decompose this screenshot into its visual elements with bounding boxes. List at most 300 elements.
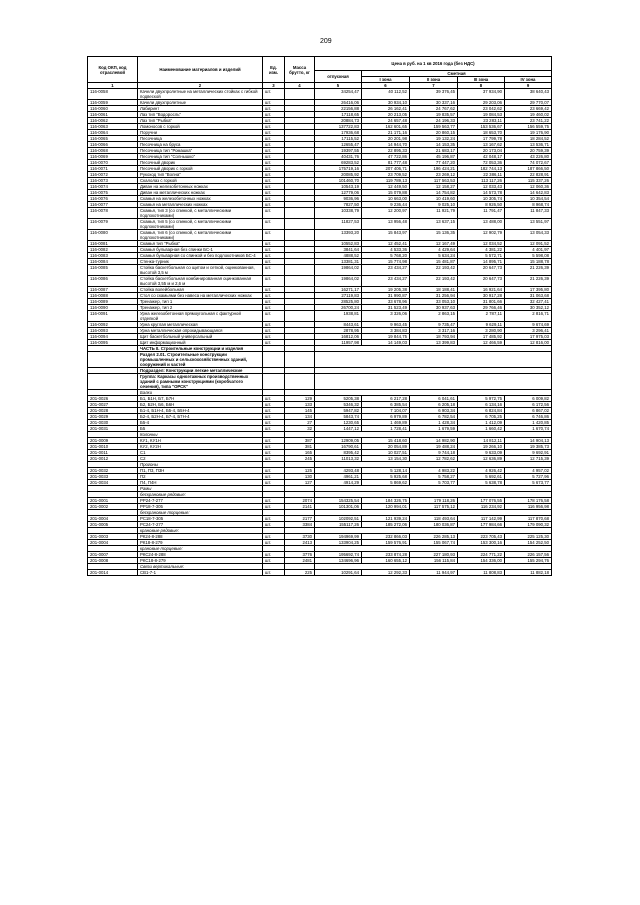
cell-unit: шт. (263, 522, 285, 528)
cell-zone-1: 5 925,68 (362, 474, 410, 480)
cell-name: Скамья, тип 3 (со спинкой, с металлическими подлокотниками) (138, 208, 263, 219)
cell-name: Колонны (138, 432, 263, 438)
cell-name: КУ1, КУ1Н (138, 438, 263, 444)
cell-code: 201-0029 (88, 414, 138, 420)
cell-zone-3: 11 808,83 (458, 570, 505, 576)
cell-name: Ломоносов с горкой (138, 124, 263, 130)
cell-zone-1: 19 205,38 (362, 287, 410, 293)
cell-release-price: 7827,50 (315, 202, 362, 208)
cell-empty (315, 374, 552, 390)
cell-zone-4: 17 975,03 (505, 334, 552, 340)
cell-zone-4: 4 401,97 (505, 247, 552, 253)
cell-zone-2: 14 754,82 (410, 190, 458, 196)
cell-code: 201-0010 (88, 444, 138, 450)
cell-zone-1: 12 200,97 (362, 208, 410, 219)
cell-release-price: 8395,42 (315, 450, 362, 456)
cell-zone-3: 5 572,71 (458, 253, 505, 259)
cell-name: крановые торцевые: (138, 546, 263, 552)
cell-mass (285, 276, 315, 287)
cell-zone-3: 72 053,36 (458, 160, 505, 166)
table-body (88, 89, 552, 576)
cell-zone-3: 14 812,11 (458, 438, 505, 444)
cell-zone-1: 10 663,00 (362, 196, 410, 202)
cell-release-price: 4293,48 (315, 468, 362, 474)
cell-release-price: 4914,29 (315, 480, 362, 486)
cell-unit: шт. (263, 408, 285, 414)
cell-unit: шт. (263, 474, 285, 480)
cell-zone-4: 38 640,43 (505, 89, 552, 100)
cell-zone-3: 153 300,16 (458, 540, 505, 546)
cell-code: 116-0076 (88, 196, 138, 202)
cell-zone-3: 1 660,42 (458, 426, 505, 432)
cell-zone-4: 18 284,52 (505, 136, 552, 142)
cell-unit: шт. (263, 190, 285, 196)
cell-zone-2: 6 041,61 (410, 396, 458, 402)
cell-zone-4: 74 072,67 (505, 160, 552, 166)
cell-zone-4: 116 956,98 (505, 504, 552, 510)
cell-zone-2: 156 115,84 (410, 558, 458, 564)
header-release: отпускная (315, 71, 362, 83)
cell-zone-1: 23 434,27 (362, 276, 410, 287)
cell-unit: шт. (263, 322, 285, 328)
cell-name: Песочница тип "Ромашка" (138, 148, 263, 154)
cell-zone-3: 16 921,64 (458, 287, 505, 293)
header-zone-4: IV зона (505, 77, 552, 83)
cell-zone-4: 31 063,68 (505, 293, 552, 299)
cell-mass: 3384 (285, 522, 315, 528)
cell-name: Песочный дворик с горкой (138, 166, 263, 172)
cell-unit (263, 374, 285, 390)
cell-zone-3: 6 134,16 (458, 402, 505, 408)
cell-code: 116-0072 (88, 172, 138, 178)
cell-zone-2: 23 269,12 (410, 172, 458, 178)
cell-name: РС18-7-305 (138, 516, 263, 522)
cell-zone-4: 11 882,18 (505, 570, 552, 576)
cell-zone-1: 24 657,48 (362, 118, 410, 124)
cell-zone-3: 4 926,42 (458, 468, 505, 474)
cell-zone-1: 15 418,60 (362, 438, 410, 444)
cell-unit: шт. (263, 299, 285, 305)
cell-release-price: 69283,52 (315, 160, 362, 166)
cell-unit: шт. (263, 396, 285, 402)
cell-zone-2: 24 196,33 (410, 118, 458, 124)
cell-code: 201-0032 (88, 468, 138, 474)
cell-name: Урна металлическая опрокидывающаяся (138, 328, 263, 334)
cell-zone-1: 14 149,03 (362, 340, 410, 346)
cell-code: 116-0066 (88, 142, 138, 148)
cell-mass: 130 (285, 474, 315, 480)
cell-mass: 2074 (285, 498, 315, 504)
column-number: 6 (362, 83, 410, 89)
cell-zone-2: 6 782,54 (410, 414, 458, 420)
cell-name: Урна круглая металлическая (138, 322, 263, 328)
column-number: 5 (315, 83, 362, 89)
cell-name: бескрановые торцевые: (138, 510, 263, 516)
cell-unit: шт. (263, 504, 285, 510)
cell-mass: 165 (285, 450, 315, 456)
cell-zone-4: 6 867,02 (505, 408, 552, 414)
cell-zone-1: 3 384,83 (362, 328, 410, 334)
cell-name: Стойка баскетбольная комбинированная оцинкованная высотой 3,55 м и 2,6 м (138, 276, 263, 287)
cell-zone-2: 30 337,16 (410, 100, 458, 106)
cell-unit: шт. (263, 438, 285, 444)
cell-zone-1: 47 722,86 (362, 154, 410, 160)
cell-zone-2: 19 835,57 (410, 112, 458, 118)
cell-zone-4: 19 460,02 (505, 112, 552, 118)
cell-zone-1: 30 934,10 (362, 100, 410, 106)
section-row (88, 374, 552, 390)
cell-code: 116-0088 (88, 293, 138, 299)
cell-zone-3: 18 653,70 (458, 130, 505, 136)
table-row (88, 276, 552, 287)
cell-release-price: 16812,06 (315, 334, 362, 340)
cell-zone-2: 13 637,15 (410, 219, 458, 230)
cell-release-price: 26416,06 (315, 100, 362, 106)
cell-name: Скалолаз с горкой (138, 178, 263, 184)
cell-unit: шт. (263, 172, 285, 178)
cell-zone-4: 17 395,80 (505, 287, 552, 293)
cell-release-price: 10291,64 (315, 570, 362, 576)
table-row (88, 311, 552, 322)
cell-zone-1: 15 774,98 (362, 259, 410, 265)
cell-zone-3: 182 744,13 (458, 166, 505, 172)
cell-unit: шт. (263, 570, 285, 576)
cell-zone-2: 117 575,12 (410, 504, 458, 510)
cell-zone-4: 6 009,82 (505, 396, 552, 402)
cell-release-price: 5346,32 (315, 402, 362, 408)
cell-mass (285, 219, 315, 230)
cell-name: Лабиринт (138, 106, 263, 112)
cell-name: Тренажер, тип 2 (138, 305, 263, 311)
cell-unit: шт. (263, 219, 285, 230)
cell-release-price: 27119,83 (315, 293, 362, 299)
cell-zone-4: 43 226,80 (505, 154, 552, 160)
cell-zone-3: 153 536,67 (458, 124, 505, 130)
cell-zone-4: 4 957,02 (505, 468, 552, 474)
cell-release-price: 1938,81 (315, 311, 362, 322)
cell-zone-3: 12 636,89 (458, 456, 505, 462)
cell-mass: 3730 (285, 534, 315, 540)
cell-zone-1: 20 213,05 (362, 112, 410, 118)
cell-unit: шт. (263, 426, 285, 432)
cell-zone-1: 207 406,71 (362, 166, 410, 172)
cell-code: 201-0001 (88, 498, 138, 504)
cell-release-price: 5843,74 (315, 414, 362, 420)
cell-zone-2: 21 683,17 (410, 148, 458, 154)
cell-release-price: 2878,95 (315, 328, 362, 334)
cell-zone-3: 154 336,00 (458, 558, 505, 564)
cell-zone-2: 9 744,18 (410, 450, 458, 456)
cell-name: Б2, Б2Н, Б6, Б6Н (138, 402, 263, 408)
cell-unit: шт. (263, 118, 285, 124)
cell-code: 116-0089 (88, 299, 138, 305)
cell-name: СВ1-7-1 (138, 570, 263, 576)
cell-code: 116-0092 (88, 322, 138, 328)
cell-zone-1: 23 709,52 (362, 172, 410, 178)
cell-unit (263, 352, 285, 368)
cell-release-price: 12779,06 (315, 190, 362, 196)
cell-zone-1: 81 777,48 (362, 160, 410, 166)
cell-zone-2: 3 317,16 (410, 328, 458, 334)
cell-zone-4: 178 176,58 (505, 498, 552, 504)
cell-code: 201-0034 (88, 480, 138, 486)
cell-zone-3: 30 917,28 (458, 293, 505, 299)
cell-zone-2: 18 793,94 (410, 334, 458, 340)
cell-zone-1: 23 434,27 (362, 265, 410, 276)
cell-zone-1: 15 843,97 (362, 230, 410, 241)
cell-zone-4: 12 715,39 (505, 456, 552, 462)
cell-name: Подраздел: Конструкции легкие металлические (138, 368, 263, 374)
cell-zone-3: 14 573,78 (458, 190, 505, 196)
cell-unit: шт. (263, 414, 285, 420)
cell-zone-2: 179 118,26 (410, 498, 458, 504)
cell-code (88, 374, 138, 390)
cell-zone-2: 12 167,49 (410, 241, 458, 247)
cell-zone-1: 12 452,41 (362, 241, 410, 247)
cell-zone-4: 23 669,42 (505, 106, 552, 112)
cell-code: 116-0079 (88, 219, 138, 230)
cell-zone-1: 160 655,12 (362, 558, 410, 564)
cell-zone-4: 14 904,13 (505, 438, 552, 444)
cell-zone-4: 30 352,12 (505, 305, 552, 311)
cell-unit: шт. (263, 148, 285, 154)
cell-release-price: 101301,06 (315, 504, 362, 510)
cell-code: 201-0026 (88, 396, 138, 402)
cell-mass: 125 (285, 468, 315, 474)
cell-zone-1: 159 576,91 (362, 540, 410, 546)
cell-zone-3: 42 048,17 (458, 154, 505, 160)
cell-zone-1: 232 866,03 (362, 534, 410, 540)
table-row (88, 570, 552, 576)
cell-zone-3: 5 692,61 (458, 474, 505, 480)
cell-zone-2: 33 053,10 (410, 299, 458, 305)
cell-release-price: 4888,52 (315, 253, 362, 259)
cell-name: ЧАСТЬ II. Строительные конструкции и изделия (138, 346, 263, 352)
cell-zone-4: 156 559,75 (505, 124, 552, 130)
cell-unit: шт. (263, 241, 285, 247)
cell-release-price: 133904,25 (315, 540, 362, 546)
cell-unit: шт. (263, 558, 285, 564)
cell-zone-4: 226 157,56 (505, 552, 552, 558)
cell-zone-1: 4 533,36 (362, 247, 410, 253)
cell-zone-3: 116 234,92 (458, 504, 505, 510)
cell-zone-3: 22 386,11 (458, 172, 505, 178)
cell-code: 116-0090 (88, 305, 138, 311)
cell-zone-4: 9 674,69 (505, 322, 552, 328)
table-row (88, 208, 552, 219)
cell-zone-4: 11 847,33 (505, 208, 552, 219)
cell-release-price: 175719,16 (315, 166, 362, 172)
cell-zone-2: 5 703,77 (410, 480, 458, 486)
cell-zone-4: 2 816,71 (505, 311, 552, 322)
cell-name: Качели двухпролетные (138, 100, 263, 106)
cell-unit: шт. (263, 328, 285, 334)
cell-zone-3: 37 934,90 (458, 89, 505, 100)
cell-release-price: 11013,32 (315, 456, 362, 462)
cell-code (88, 352, 138, 368)
cell-zone-1: 5 869,62 (362, 480, 410, 486)
cell-zone-4: 14 642,83 (505, 190, 552, 196)
header-code: Код ОКП, код отраслевой (88, 57, 138, 83)
cell-zone-1: 7 104,07 (362, 408, 410, 414)
cell-zone-1: 33 678,96 (362, 299, 410, 305)
cell-zone-1: 121 939,24 (362, 516, 410, 522)
cell-name: Группа: Каркасы одноэтажных производственных зданий с рамными конструкциями (коробчатого сечения), типа "ОРСК" (138, 374, 263, 390)
cell-zone-4: 19 385,73 (505, 444, 552, 450)
cell-zone-4: 5 598,08 (505, 253, 552, 259)
cell-zone-3: 23 283,11 (458, 118, 505, 124)
cell-mass (285, 311, 315, 322)
cell-zone-2: 6 903,34 (410, 408, 458, 414)
cell-name: С1 (138, 450, 263, 456)
cell-zone-2: 6 205,18 (410, 402, 458, 408)
cell-unit: шт. (263, 202, 285, 208)
cell-zone-3: 13 488,00 (458, 219, 505, 230)
cell-zone-1: 13 956,48 (362, 219, 410, 230)
cell-mass: 2141 (285, 504, 315, 510)
cell-unit: шт. (263, 287, 285, 293)
cell-name: Стойка волейбольная (138, 287, 263, 293)
cell-mass: 134 (285, 414, 315, 420)
cell-code: 116-0091 (88, 311, 138, 322)
cell-unit: шт. (263, 468, 285, 474)
cell-release-price: 19864,02 (315, 265, 362, 276)
cell-release-price: 26700,24 (315, 305, 362, 311)
cell-unit: шт. (263, 265, 285, 276)
cell-code: 201-0007 (88, 552, 138, 558)
table-row (88, 230, 552, 241)
cell-zone-3: 17 485,92 (458, 334, 505, 340)
cell-mass: 387 (285, 438, 315, 444)
cell-code: 116-0070 (88, 160, 138, 166)
cell-zone-1: 20 054,89 (362, 444, 410, 450)
cell-zone-4: 1 420,85 (505, 420, 552, 426)
cell-name: Диван на металлических ножках (138, 190, 263, 196)
cell-zone-4: 23 741,22 (505, 118, 552, 124)
cell-zone-2: 11 944,97 (410, 570, 458, 576)
cell-zone-3: 117 142,99 (458, 516, 505, 522)
cell-zone-3: 223 705,43 (458, 534, 505, 540)
cell-release-price: 19397,55 (315, 148, 362, 154)
cell-name: Урна железобетонная прямоугольная с фактурной отделкой (138, 311, 263, 322)
column-number: 3 (263, 83, 285, 89)
cell-unit: шт. (263, 112, 285, 118)
cell-unit: шт. (263, 305, 285, 311)
cell-zone-3: 20 173,04 (458, 148, 505, 154)
cell-code: 201-0004 (88, 540, 138, 546)
cell-name: Щит баскетбольный универсальный (138, 334, 263, 340)
cell-zone-4: 187 866,50 (505, 166, 552, 172)
cell-unit: шт. (263, 480, 285, 486)
cell-name: Качели двухпролетные на металлических стойках с гибкой подвеской (138, 89, 263, 100)
cell-zone-2: 4 983,22 (410, 468, 458, 474)
cell-zone-4: 117 870,68 (505, 516, 552, 522)
cell-zone-4: 12 060,36 (505, 184, 552, 190)
cell-unit: шт. (263, 276, 285, 287)
cell-code: 201-0030 (88, 420, 138, 426)
cell-release-price: 13381,31 (315, 259, 362, 265)
cell-zone-4: 32 427,41 (505, 299, 552, 305)
cell-name: Рамы (138, 486, 263, 492)
cell-zone-4: 10 354,54 (505, 196, 552, 202)
cell-code: 116-0062 (88, 118, 138, 124)
cell-zone-1: 12 449,50 (362, 184, 410, 190)
cell-zone-4: 9 692,91 (505, 450, 552, 456)
cell-name: Связи вертикальные: (138, 564, 263, 570)
cell-release-price: 134696,96 (315, 558, 362, 564)
cell-code: 116-0077 (88, 202, 138, 208)
cell-zone-4: 5 673,77 (505, 480, 552, 486)
cell-zone-3: 23 042,62 (458, 106, 505, 112)
cell-code: 201-0014 (88, 570, 138, 576)
cell-code: 201-0003 (88, 534, 138, 540)
cell-name: Балки (138, 390, 263, 396)
cell-release-price: 195692,74 (315, 552, 362, 558)
cell-release-price: 17936,68 (315, 130, 362, 136)
cell-zone-2: 12 782,62 (410, 456, 458, 462)
page-number: 209 (320, 38, 332, 45)
cell-name: РС24-7-277 (138, 522, 263, 528)
cell-release-price: 10552,83 (315, 241, 362, 247)
cell-code: 116-0095 (88, 340, 138, 346)
cell-zone-4: 21 226,39 (505, 265, 552, 276)
cell-zone-2: 196 424,21 (410, 166, 458, 172)
header-mass: Масса брутто, кг (285, 57, 315, 83)
cell-code: 116-0068 (88, 148, 138, 154)
cell-zone-3: 13 167,62 (458, 142, 505, 148)
cell-name: Песочница на бруса (138, 142, 263, 148)
cell-zone-1: 12 292,33 (362, 570, 410, 576)
cell-zone-1: 21 171,16 (362, 130, 410, 136)
cell-release-price: 155117,26 (315, 522, 362, 528)
cell-zone-2: 77 447,20 (410, 160, 458, 166)
column-number: 7 (410, 83, 458, 89)
cell-zone-3: 8 926,50 (458, 202, 505, 208)
cell-code: 201-0005 (88, 522, 138, 528)
cell-code: 201-0002 (88, 504, 138, 510)
cell-release-price: 4961,21 (315, 474, 362, 480)
cell-zone-1: 31 523,49 (362, 305, 410, 311)
cell-name: Скамья на металлических ножках (138, 202, 263, 208)
cell-zone-1: 19 844,75 (362, 334, 410, 340)
cell-zone-4: 1 670,74 (505, 426, 552, 432)
cell-zone-1: 10 027,51 (362, 450, 410, 456)
cell-name: Рукоход тип "Волна" (138, 172, 263, 178)
cell-name: Прогоны (138, 462, 263, 468)
cell-code: 116-0073 (88, 178, 138, 184)
cell-release-price: 17118,65 (315, 112, 362, 118)
cell-zone-2: 30 937,63 (410, 305, 458, 311)
cell-code: 116-0065 (88, 136, 138, 142)
cell-name: РК18-8-279 (138, 540, 263, 546)
cell-zone-2: 22 193,42 (410, 265, 458, 276)
cell-release-price: 1230,65 (315, 420, 362, 426)
cell-unit: шт. (263, 420, 285, 426)
cell-unit: шт. (263, 230, 285, 241)
cell-zone-3: 29 766,46 (458, 305, 505, 311)
cell-unit: шт. (263, 456, 285, 462)
cell-zone-4: 15 188,78 (505, 259, 552, 265)
cell-mass (285, 89, 315, 100)
cell-zone-4: 29 770,07 (505, 100, 552, 106)
cell-release-price: 11957,98 (315, 340, 362, 346)
cell-unit: шт. (263, 450, 285, 456)
cell-zone-3: 1 412,09 (458, 420, 505, 426)
cell-unit: шт. (263, 534, 285, 540)
table-row (88, 219, 552, 230)
cell-zone-2: 1 428,34 (410, 420, 458, 426)
cell-code: 201-0031 (88, 426, 138, 432)
